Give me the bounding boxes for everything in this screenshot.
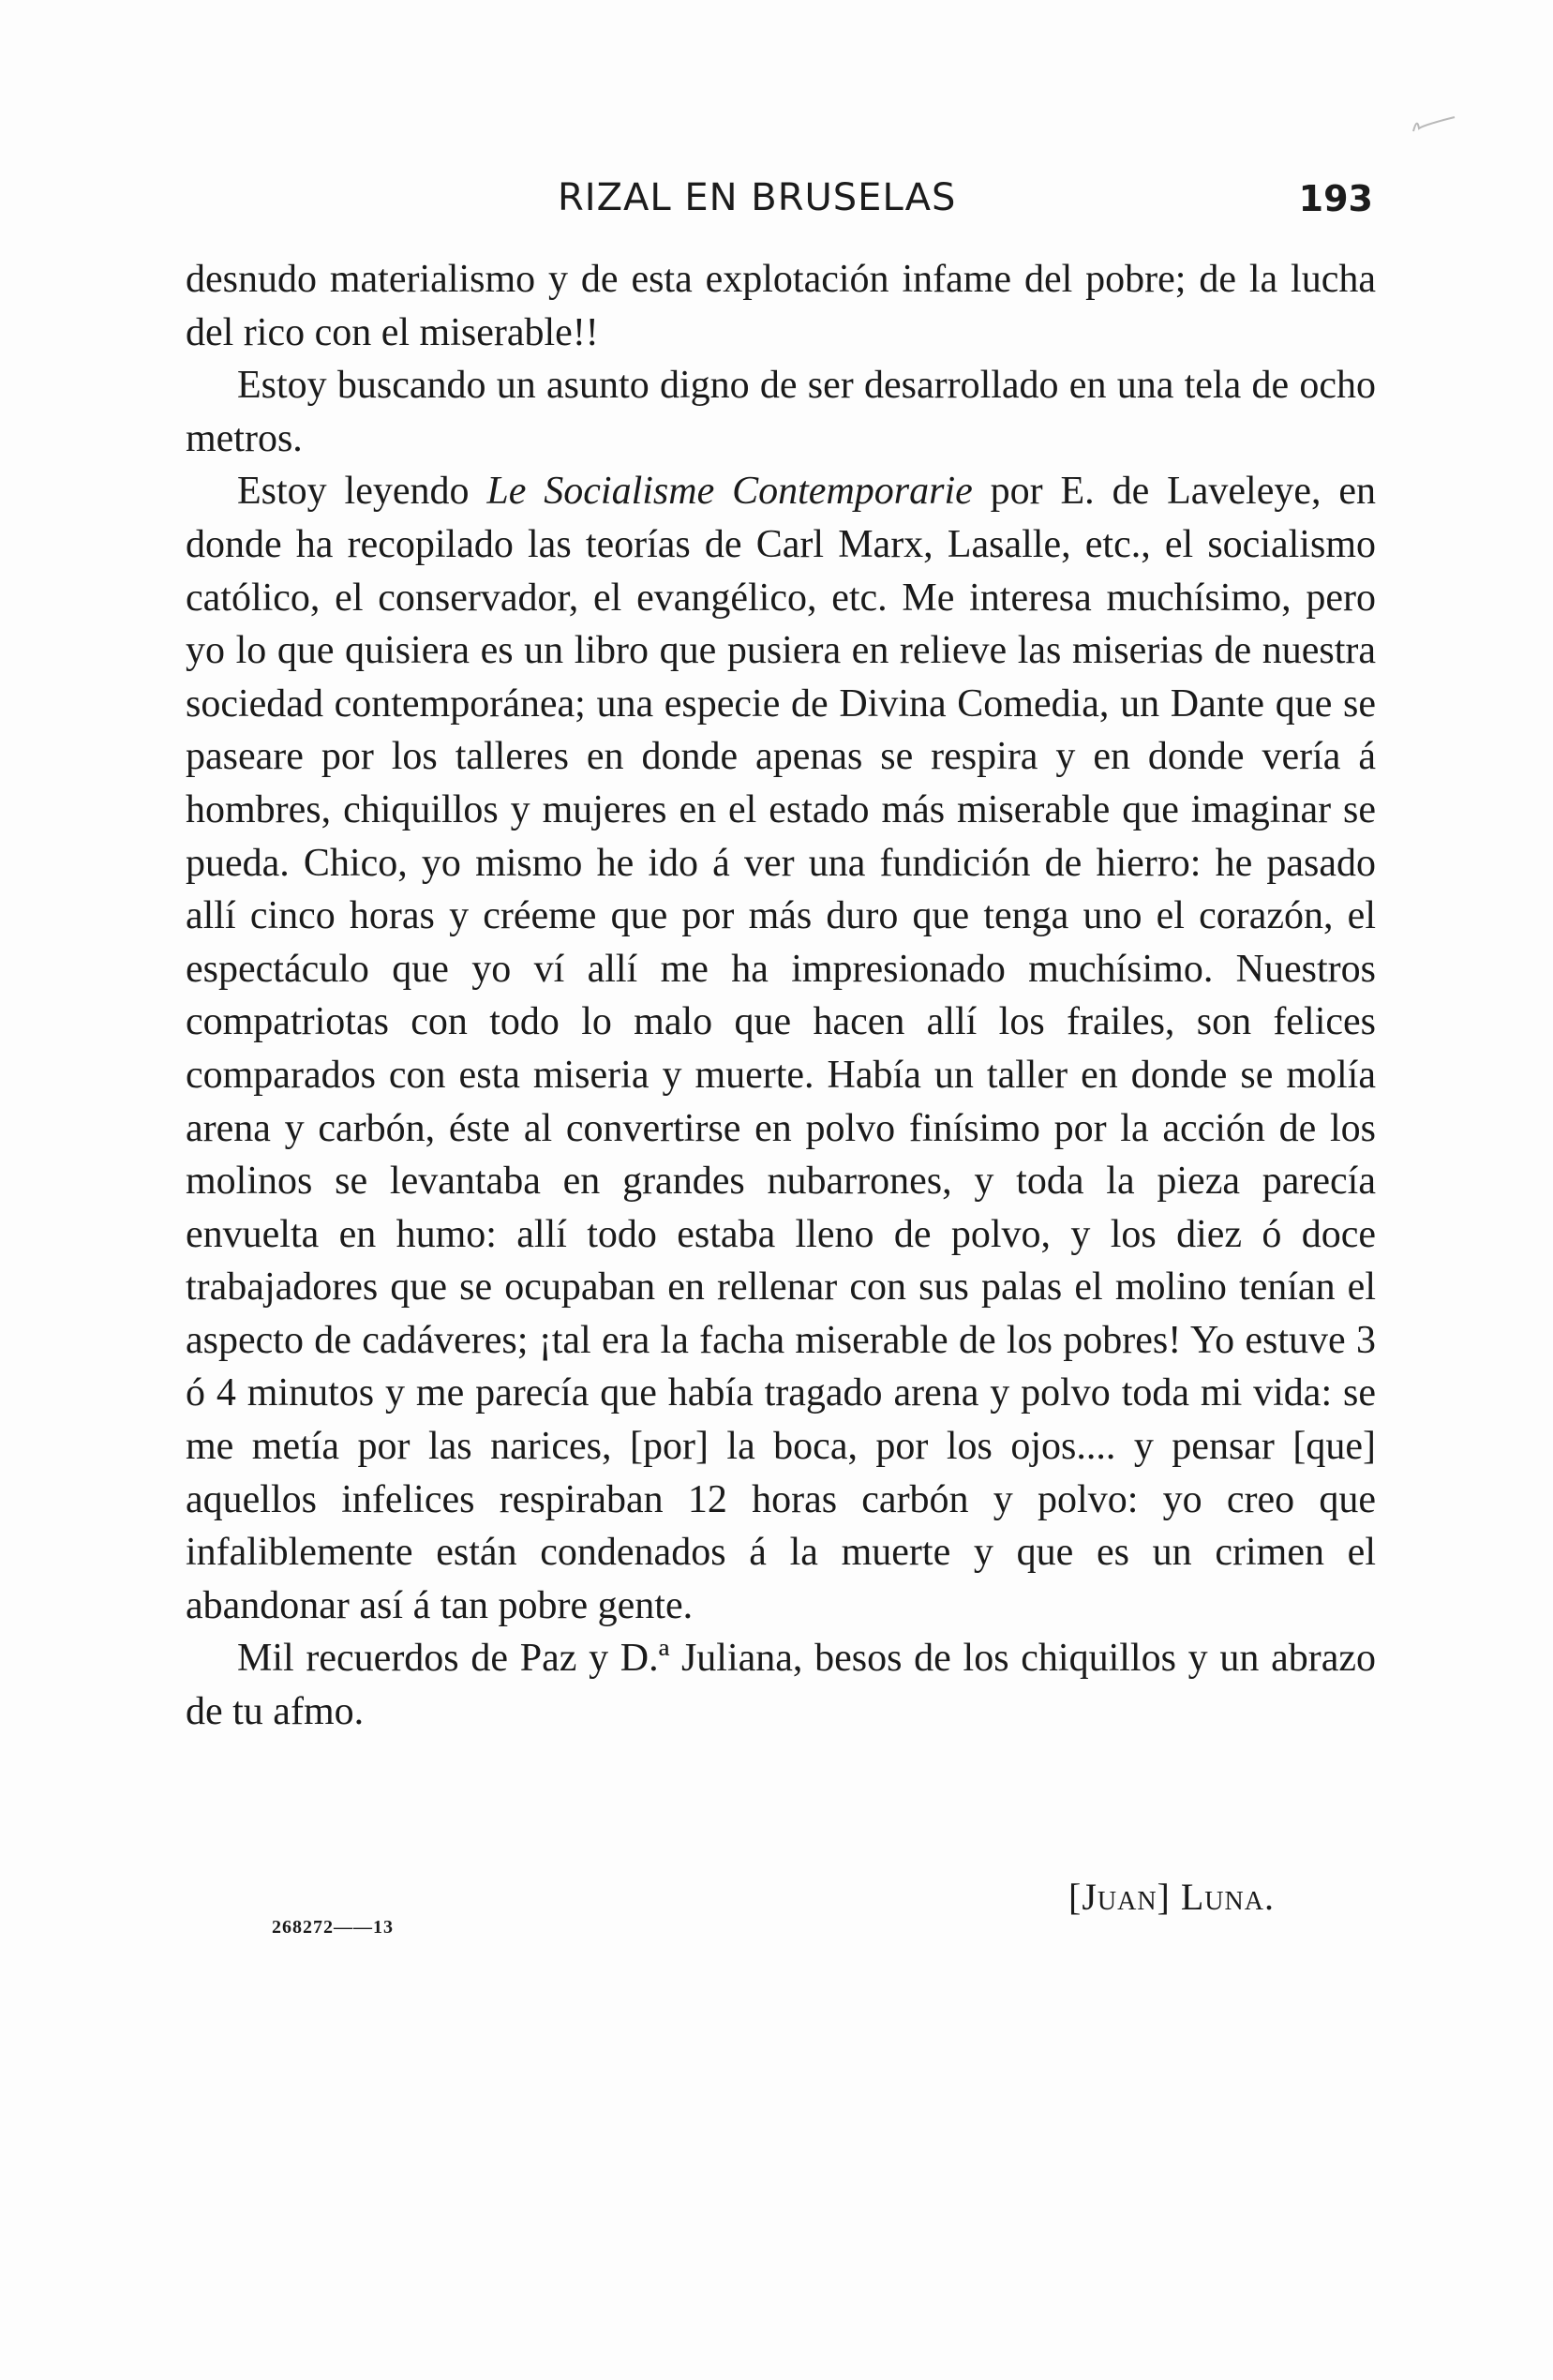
paragraph-3-intro: Estoy leyendo xyxy=(237,470,487,514)
signature: [Juan] Luna. xyxy=(1068,1876,1275,1918)
running-title: RIZAL EN BRUSELAS xyxy=(558,176,957,219)
book-title: Le Socialisme Contemporarie xyxy=(486,470,973,514)
paragraph-4: Mil recuerdos de Paz y D.ª Juliana, besos de los chiquillos y un abrazo de tu afmo. xyxy=(186,1637,1376,1734)
signature-mark: 268272——13 xyxy=(272,1917,394,1938)
page-number: 193 xyxy=(1298,178,1373,219)
page-header xyxy=(183,176,1373,232)
paragraph-3-text: por E. de Laveleye, en donde ha recopilado las teorías de Carl Marx, Lasalle, etc., el socialismo católico, el conservador, el evangélico, etc. Me interesa muchísimo, pero yo lo que quisiera es un libro que pusiera en relieve las miserias de nuestra sociedad contemporánea; una especie de Divina Comedia, un Dante que se paseare por los talleres en donde apenas se respira y en donde vería á hombres, chiquillos y mujeres en el estado más miserable que imaginar se pueda. Chico, yo mismo he ido á ver una fundición de hierro: he pasado allí cinco horas y créeme que por más duro que tenga uno el corazón, el espectáculo que yo ví allí me ha impresionado muchísimo. Nuestros compatriotas con todo lo malo que hacen allí los frailes, son felices comparados con esta miseria y muerte. Había un taller en donde se molía arena y carbón, éste al convertirse en polvo finísimo por la acción de los molinos se levantaba en grandes nubarrones, y toda la pieza parecía envuelta en humo: allí todo estaba lleno de polvo, y los diez ó doce trabajadores que se ocupaban en rellenar con sus palas el molino tenían el aspecto de cadáveres; ¡tal era la facha miserable de los pobres! Yo estuve 3 ó 4 minutos y me parecía que había tragado arena y polvo toda mi vida: se me metía por las narices, [por] la boca, por los ojos.... y pensar [que] aquellos infelices respiraban 12 horas carbón y polvo: yo creo que infaliblemente están condenados á la muerte y que es un crimen el abandonar así á tan pobre gente. xyxy=(186,470,1376,1627)
paragraph-3 xyxy=(186,465,1376,1632)
paragraph-1: desnudo materialismo y de esta explotación infame del pobre; de la lucha del rico con el miserable!! xyxy=(186,258,1376,354)
letter-body xyxy=(186,253,1376,1739)
pencil-mark-icon xyxy=(1406,89,1462,145)
paragraph-2: Estoy buscando un asunto digno de ser desarrollado en una tela de ocho metros. xyxy=(186,364,1376,460)
